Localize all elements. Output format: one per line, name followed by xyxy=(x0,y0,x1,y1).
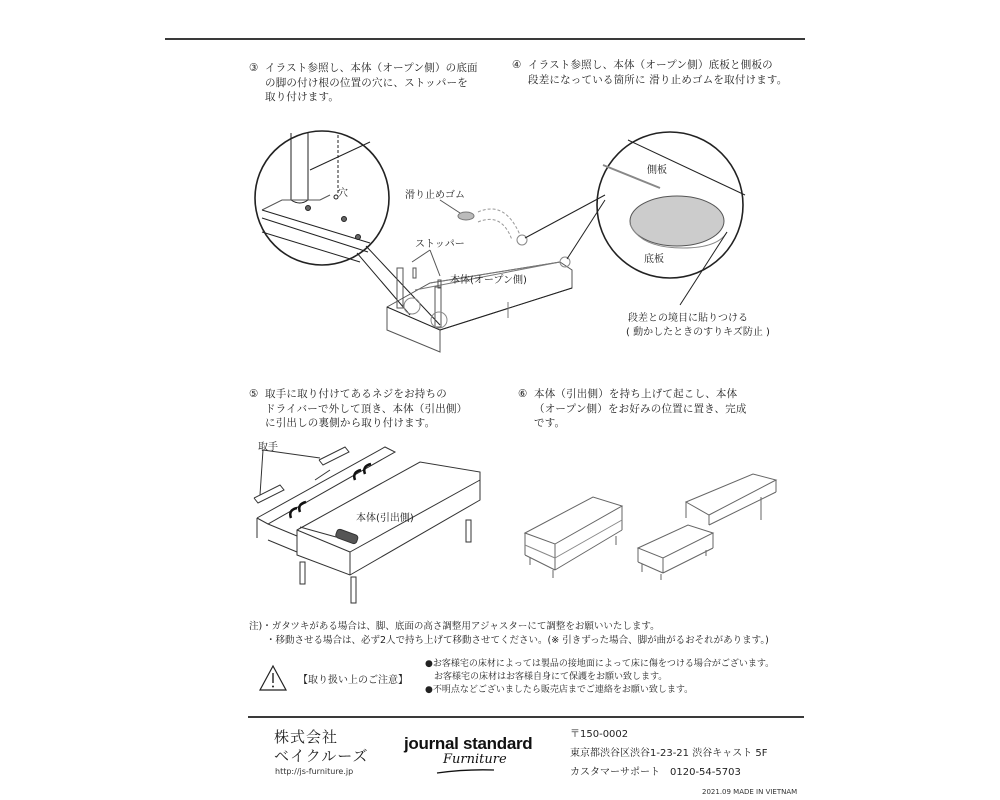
caution-title: 【取り扱い上のご注意】 xyxy=(298,675,408,686)
made-in-label: 2021.09 MADE IN VIETNAM xyxy=(702,788,798,796)
label-body-drawer-side: 本体(引出側) xyxy=(356,513,414,524)
contact-info xyxy=(570,725,768,782)
brand-logo-sub: Furniture xyxy=(443,752,507,767)
label-side-board: 側板 xyxy=(647,165,667,176)
label-rubber-pad: 滑り止めゴム xyxy=(405,190,465,201)
warning-triangle-icon xyxy=(258,664,288,692)
step-5-number: ⑤ xyxy=(249,388,259,400)
label-stick-note: 段差との境目に貼りつける xyxy=(628,313,748,324)
company-name: 株式会社 ベイクルーズ xyxy=(274,728,369,765)
brand-underline xyxy=(436,768,496,774)
label-handle: 取手 xyxy=(258,442,278,453)
step-5-instructions: ⑤ 取手に取り付けてあるネジをお持ちの ドライバーで外して頂き、本体（引出側） に引出しの裏側から取り付けます。 xyxy=(249,388,468,429)
company-url[interactable]: http://js-furniture.jp xyxy=(275,767,354,776)
label-stopper: ストッパー xyxy=(415,239,465,250)
postal-code: 〒150-0002 xyxy=(570,729,629,740)
caution-item: ●お客様宅の床材によっては製品の接地面によって床に傷をつける場合がございます。 xyxy=(425,659,775,669)
step-4-instructions: ④ イラスト参照し、本体（オープン側）底板と側板の 段差になっている箇所に 滑り止めゴムを取付けます。 xyxy=(512,59,788,86)
notes-prefix: 注) xyxy=(249,621,263,632)
step-6-number: ⑥ xyxy=(518,388,528,400)
note-item: ・ガタツキがある場合は、脚、底面の高さ調整用アジャスターにて調整をお願いいたします。 xyxy=(262,621,660,632)
address: 東京都渋谷区渋谷1-23-21 渋谷キャスト 5F xyxy=(570,748,768,759)
step-6-instructions: ⑥ 本体（引出側）を持ち上げて起こし、本体 （オープン側）をお好みの位置に置き、完成 です。 xyxy=(518,388,747,429)
brand-logo: journal standard xyxy=(404,734,533,753)
note-item: ・移動させる場合は、必ず2人で持ち上げて移動させてください。(※ 引きずった場合、脚が曲がるおそれがあります。) xyxy=(266,635,769,646)
step-3-instructions: ③ イラスト参照し、本体（オープン側）の底面 の脚の付け根の位置の穴に、ストッパーを 取り付けます。 xyxy=(249,62,478,103)
step-4-number: ④ xyxy=(512,59,522,71)
label-hole: 穴 xyxy=(338,188,348,199)
bottom-divider xyxy=(248,716,804,718)
notes-section xyxy=(249,620,769,648)
caution-list xyxy=(425,658,774,697)
caution-item: ●不明点などございましたら販売店までご連絡をお願い致します。 xyxy=(425,685,694,695)
label-bottom-board: 底板 xyxy=(644,254,664,265)
label-body-open-side: 本体(オープン側) xyxy=(450,275,527,286)
label-scratch-prevention: ( 動かしたときのすりキズ防止 ) xyxy=(626,327,770,338)
caution-item: お客様宅の床材はお客様自身にて保護をお願い致します。 xyxy=(425,672,668,682)
customer-support: カスタマーサポート 0120-54-5703 xyxy=(570,767,741,778)
step-3-number: ③ xyxy=(249,62,259,74)
